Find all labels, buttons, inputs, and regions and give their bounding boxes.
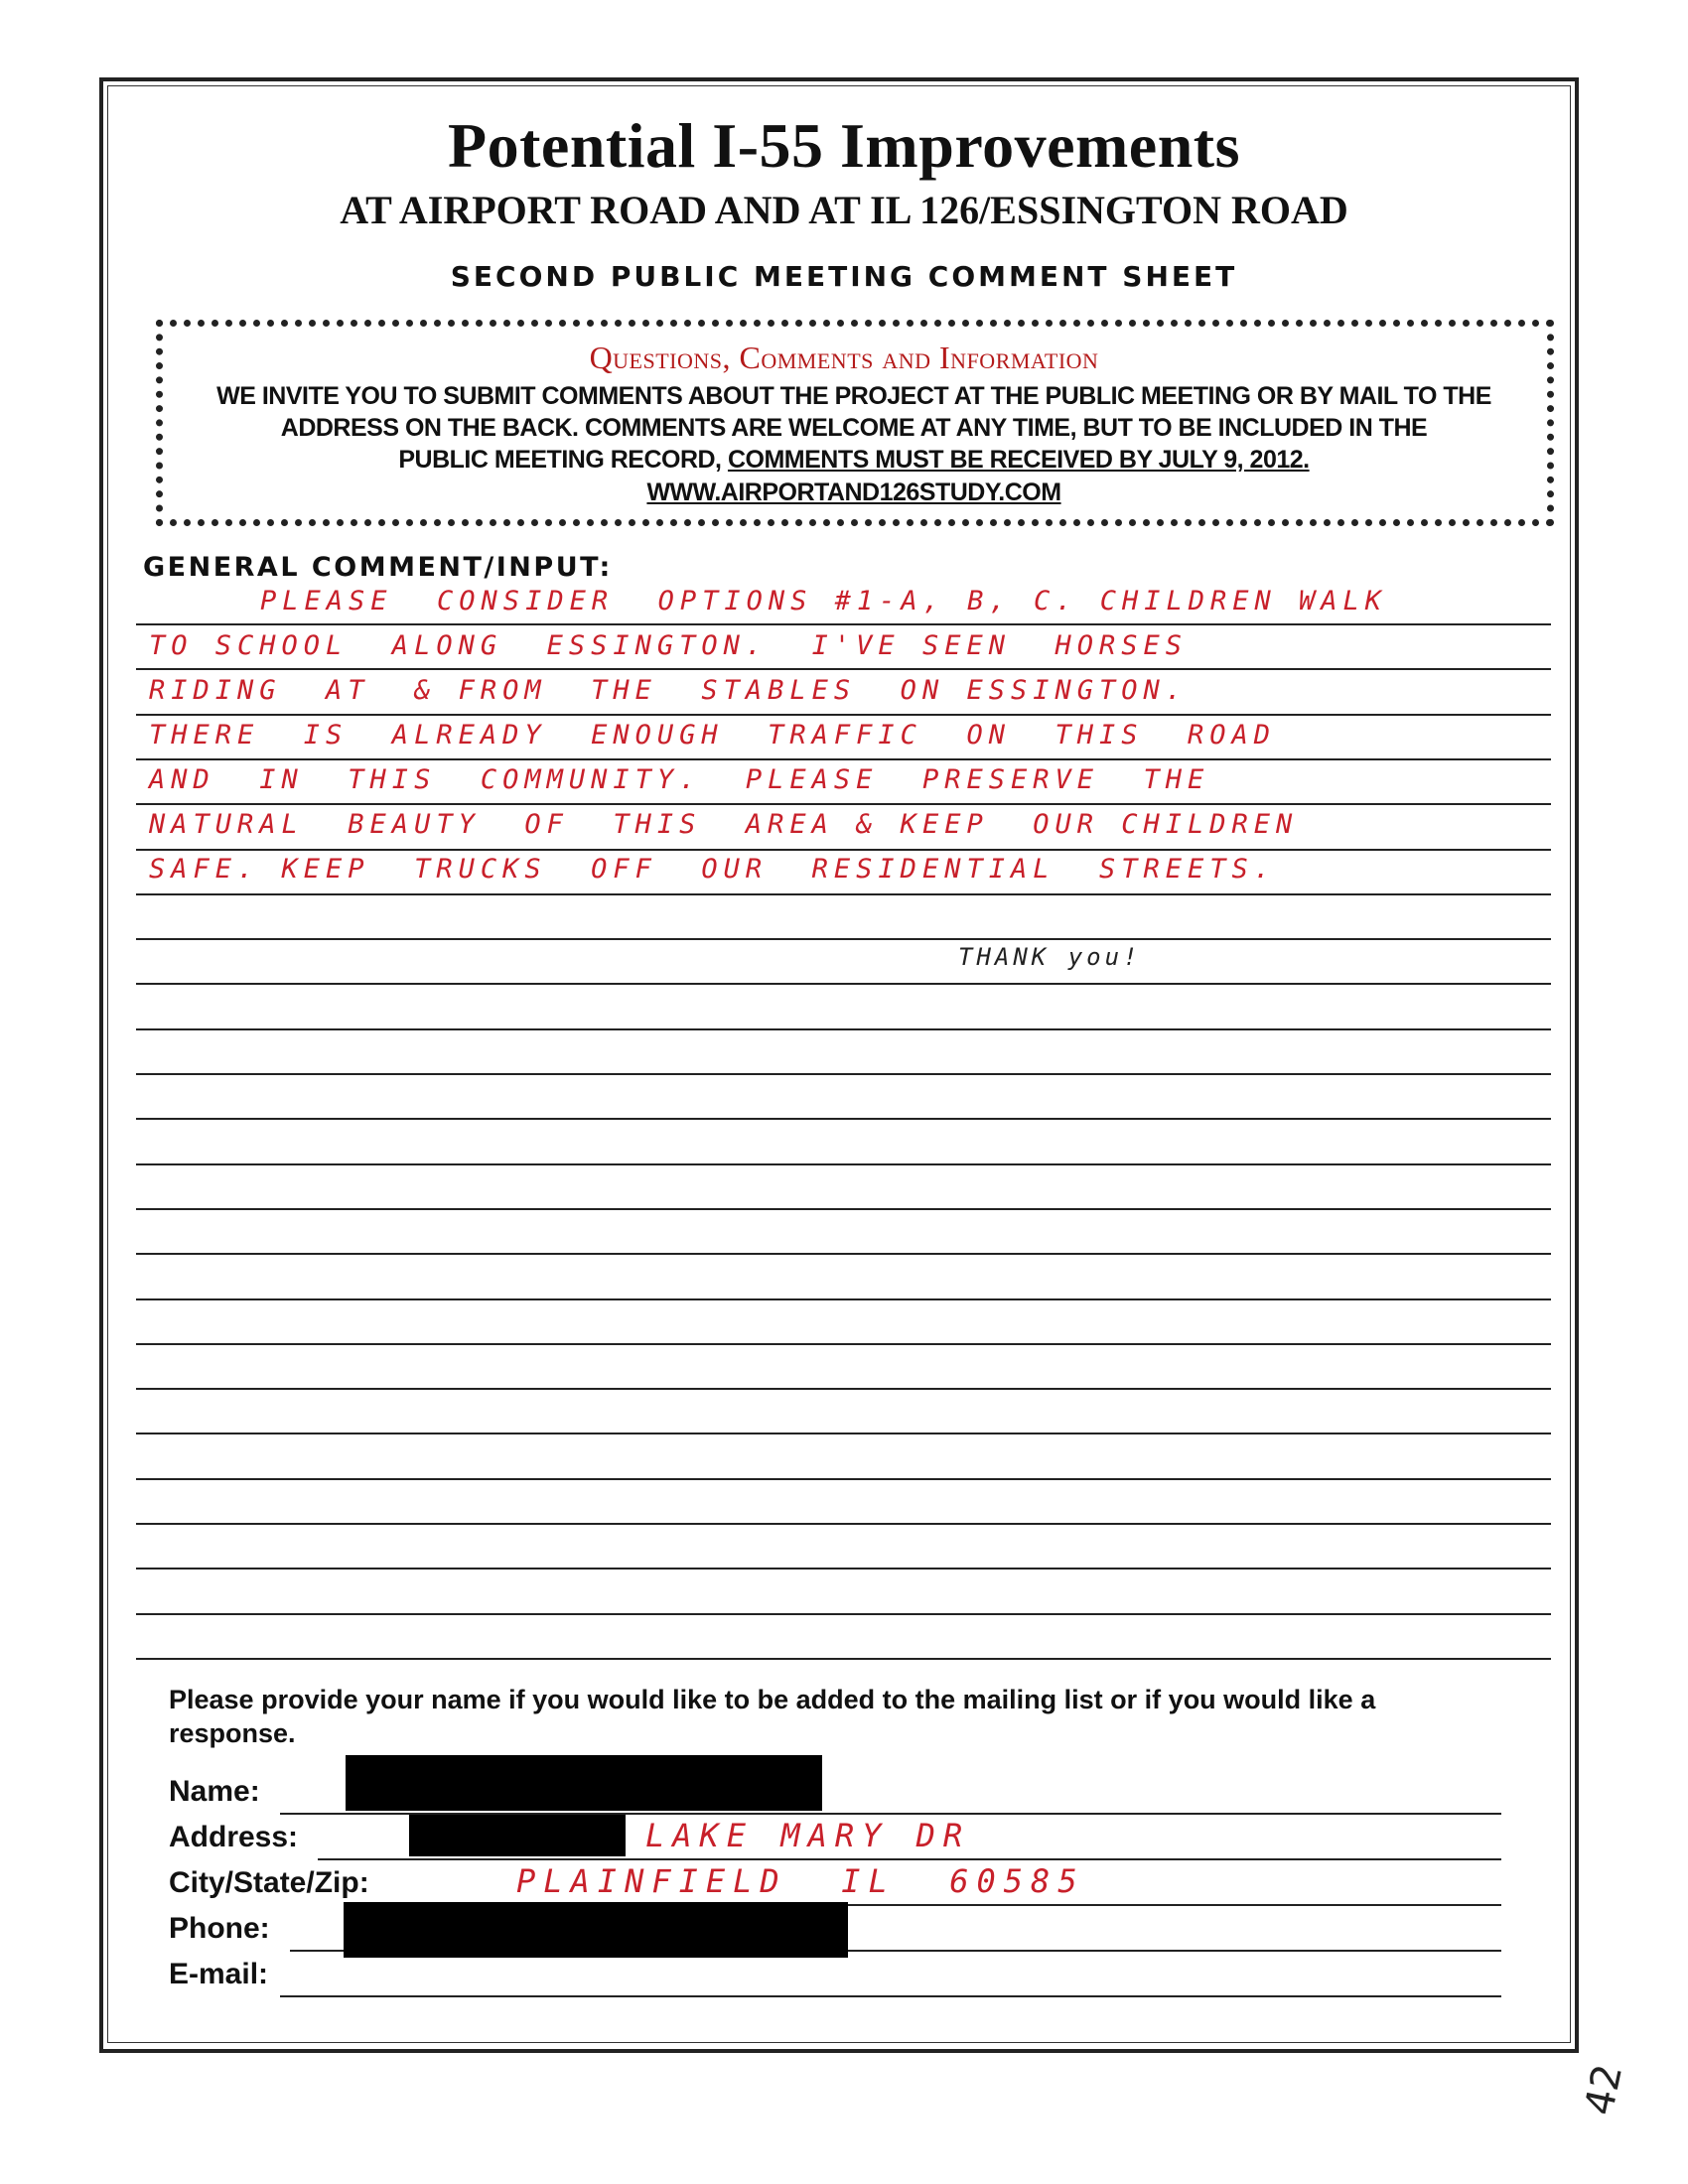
comment-rule xyxy=(136,668,1551,670)
comment-rule xyxy=(136,1208,1551,1210)
comment-rule xyxy=(136,1253,1551,1255)
email-label: E-mail: xyxy=(169,1958,269,1990)
page-number: 42 xyxy=(1576,2060,1632,2119)
comment-rule xyxy=(136,1478,1551,1480)
comment-rule xyxy=(136,983,1551,985)
comment-rule xyxy=(136,1118,1551,1120)
redaction-phone xyxy=(344,1902,848,1958)
comment-rule xyxy=(136,1388,1551,1390)
info-heading: Questions, Comments and Information xyxy=(589,340,1099,375)
website-link[interactable]: WWW.AIRPORTAND126STUDY.COM xyxy=(646,478,1061,506)
address-value: LAKE MARY DR xyxy=(645,1817,971,1854)
comment-rule xyxy=(136,1433,1551,1434)
comment-rule xyxy=(136,1658,1551,1660)
comment-rule xyxy=(136,1613,1551,1615)
comment-line-2: TO SCHOOL ALONG ESSINGTON. I'VE SEEN HORSES xyxy=(149,630,1189,661)
comment-line-7: SAFE. KEEP TRUCKS OFF OUR RESIDENTIAL STREETS. xyxy=(149,854,1277,885)
info-line-2: ADDRESS ON THE BACK. COMMENTS ARE WELCOME AT ANY TIME, BUT TO BE INCLUDED IN THE xyxy=(280,414,1428,442)
page-subtitle: AT AIRPORT ROAD AND AT IL 126/ESSINGTON ROAD xyxy=(340,188,1348,232)
comment-rule xyxy=(136,938,1551,940)
address-field[interactable] xyxy=(318,1858,1501,1860)
page-title: Potential I-55 Improvements xyxy=(448,110,1240,181)
comment-rule xyxy=(136,1028,1551,1030)
comment-line-1: PLEASE CONSIDER OPTIONS #1-A, B, C. CHILDREN WALK xyxy=(260,586,1388,616)
comment-rule xyxy=(136,1298,1551,1300)
comment-rule xyxy=(136,893,1551,895)
phone-label: Phone: xyxy=(169,1912,270,1945)
comment-rule xyxy=(136,1568,1551,1570)
comment-label: GENERAL COMMENT/INPUT: xyxy=(143,552,613,583)
address-label: Address: xyxy=(169,1821,299,1853)
comment-line-8: THANK you! xyxy=(958,943,1142,971)
comment-rule xyxy=(136,849,1551,851)
comment-rule xyxy=(136,1523,1551,1525)
comment-rule xyxy=(136,623,1551,625)
email-field[interactable] xyxy=(280,1995,1501,1997)
comment-line-4: THERE IS ALREADY ENOUGH TRAFFIC ON THIS ROAD xyxy=(149,720,1277,751)
comment-line-5: AND IN THIS COMMUNITY. PLEASE PRESERVE THE xyxy=(149,764,1210,795)
comment-rule xyxy=(136,1073,1551,1075)
info-line-3-text: PUBLIC MEETING RECORD, xyxy=(398,446,728,474)
comment-line-3: RIDING AT & FROM THE STABLES ON ESSINGTON. xyxy=(149,675,1189,706)
info-line-1: WE INVITE YOU TO SUBMIT COMMENTS ABOUT THE PROJECT AT THE PUBLIC MEETING OR BY MAIL TO THE xyxy=(216,382,1491,410)
comment-rule xyxy=(136,1163,1551,1165)
comment-rule xyxy=(136,714,1551,716)
city-label: City/State/Zip: xyxy=(169,1866,369,1899)
info-line-3 xyxy=(169,446,1539,475)
name-label: Name: xyxy=(169,1775,260,1808)
city-value: PLAINFIELD IL 60585 xyxy=(516,1862,1085,1900)
redaction-name xyxy=(346,1755,822,1811)
comment-rule xyxy=(136,803,1551,805)
comment-rule xyxy=(136,758,1551,760)
mailing-list-note: Please provide your name if you would like to be added to the mailing list or if you would like a response. xyxy=(169,1685,1376,1748)
comment-line-6: NATURAL BEAUTY OF THIS AREA & KEEP OUR CHILDREN xyxy=(149,809,1299,840)
comment-rule xyxy=(136,1343,1551,1345)
sheet-title: SECOND PUBLIC MEETING COMMENT SHEET xyxy=(450,260,1238,293)
redaction-address xyxy=(409,1815,626,1856)
deadline-text: COMMENTS MUST BE RECEIVED BY JULY 9, 2012. xyxy=(727,446,1310,474)
